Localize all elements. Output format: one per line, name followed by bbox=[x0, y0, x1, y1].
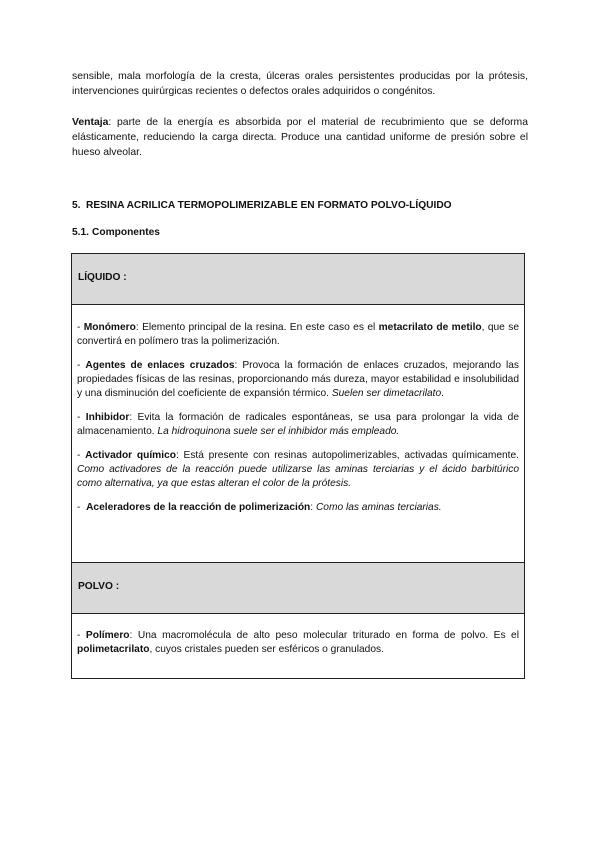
inhibidor-term: Inhibidor bbox=[85, 412, 130, 423]
monomero-item: - Monómero: Elemento principal de la resina. En este caso es el metacrilato de metilo, que se convertirá en polímero tras la polimerización. bbox=[77, 322, 519, 347]
agentes-italic: Suelen ser dimetacrilato bbox=[331, 388, 442, 399]
agentes-item: - Agentes de enlaces cruzados: Provoca la formación de enlaces cruzados, mejorando las propiedades físicas de las resinas, proporcionando más dureza, mayor estabilidad e insolubilidad y una disminución del coeficiente de expansión térmico. Suelen ser dimetacrilato. bbox=[77, 360, 519, 399]
polimero-term: Polímero bbox=[85, 630, 130, 641]
monomero-term: Monómero bbox=[83, 322, 136, 333]
subsection-title: Componentes bbox=[92, 227, 160, 238]
ventaja-paragraph bbox=[72, 115, 528, 160]
liquido-header: LÍQUIDO : bbox=[78, 272, 127, 283]
activador-italic: Como activadores de la reacción puede utilizarse las aminas terciarias y el ácido barbitúrico como alternativa, ya que estas alteran el color de la prótesis. bbox=[77, 464, 519, 489]
polvo-header-row bbox=[72, 563, 524, 614]
liquido-header-row bbox=[72, 254, 524, 305]
monomero-bold: metacrilato de metilo bbox=[378, 322, 482, 333]
inhibidor-italic: La hidroquinona suele ser el inhibidor más empleado. bbox=[157, 426, 400, 437]
agentes-term: Agentes de enlaces cruzados bbox=[85, 360, 235, 371]
intro-paragraph bbox=[72, 69, 528, 99]
polvo-body-row bbox=[72, 614, 524, 678]
section-number: 5. bbox=[72, 200, 81, 211]
liquido-body-row bbox=[72, 305, 524, 563]
aceleradores-text: : bbox=[310, 502, 316, 513]
polimero-text-end: , cuyos cristales pueden ser esféricos o granulados. bbox=[149, 644, 384, 655]
agentes-text: : Provoca la formación de enlaces cruzados, mejorando las propiedades físicas de las resinas, proporcionando más dureza, mayor estabilidad e insolubilidad y una disminución del coeficiente de expansión térmico. bbox=[77, 360, 519, 399]
inhibidor-item: - Inhibidor: Evita la formación de radicales espontáneas, se usa para prolongar la vida de almacenamiento. La hidroquinona suele ser el inhibidor más empleado. bbox=[77, 412, 519, 437]
inhibidor-text: : Evita la formación de radicales espontáneas, se usa para prolongar la vida de almacenamiento. bbox=[77, 412, 519, 437]
intro-text: sensible, mala morfología de la cresta, úlceras orales persistentes producidas por la prótesis, intervenciones quirúrgicas recientes o defectos orales adquiridos o congénitos. bbox=[72, 71, 528, 97]
polimero-bold: polimetacrilato bbox=[77, 644, 150, 655]
ventaja-label: Ventaja bbox=[72, 117, 109, 128]
aceleradores-term: Aceleradores de la reacción de polimerización bbox=[86, 502, 311, 513]
section-heading bbox=[72, 199, 528, 213]
monomero-text: : Elemento principal de la resina. En este caso es el bbox=[135, 322, 379, 333]
polimero-item: - Polímero: Una macromolécula de alto peso molecular triturado en forma de polvo. Es el polimetacrilato, cuyos cristales pueden ser esféricos o granulados. bbox=[77, 630, 519, 655]
aceleradores-item: - Aceleradores de la reacción de polimerización: Como las aminas terciarias. bbox=[77, 502, 442, 513]
activador-term: Activador químico bbox=[85, 450, 176, 461]
components-table bbox=[71, 253, 525, 679]
polimero-text: : Una macromolécula de alto peso molecular triturado en forma de polvo. Es el bbox=[129, 630, 519, 641]
section-title: RESINA ACRILICA TERMOPOLIMERIZABLE EN FORMATO POLVO-LÍQUIDO bbox=[86, 200, 452, 211]
polvo-header: POLVO : bbox=[78, 581, 120, 592]
activador-text: : Está presente con resinas autopolimerizables, activadas químicamente. bbox=[175, 450, 519, 461]
monomero-text-end: , que se convertirá en polímero tras la polimerización. bbox=[77, 322, 519, 347]
aceleradores-italic: Como las aminas terciarias. bbox=[315, 502, 442, 513]
subsection-number: 5.1. bbox=[72, 227, 89, 238]
agentes-end: . bbox=[441, 388, 444, 399]
activador-item: - Activador químico: Está presente con resinas autopolimerizables, activadas químicamente. Como activadores de la reacción puede utilizarse las aminas terciarias y el ácido barbitúrico como alternativa, ya que estas alteran el color de la prótesis. bbox=[77, 450, 519, 489]
subsection-heading bbox=[72, 226, 528, 240]
ventaja-text: : parte de la energía es absorbida por el material de recubrimiento que se deforma elásticamente, reduciendo la carga directa. Produce una cantidad uniforme de presión sobre el hueso alveolar. bbox=[72, 117, 528, 158]
